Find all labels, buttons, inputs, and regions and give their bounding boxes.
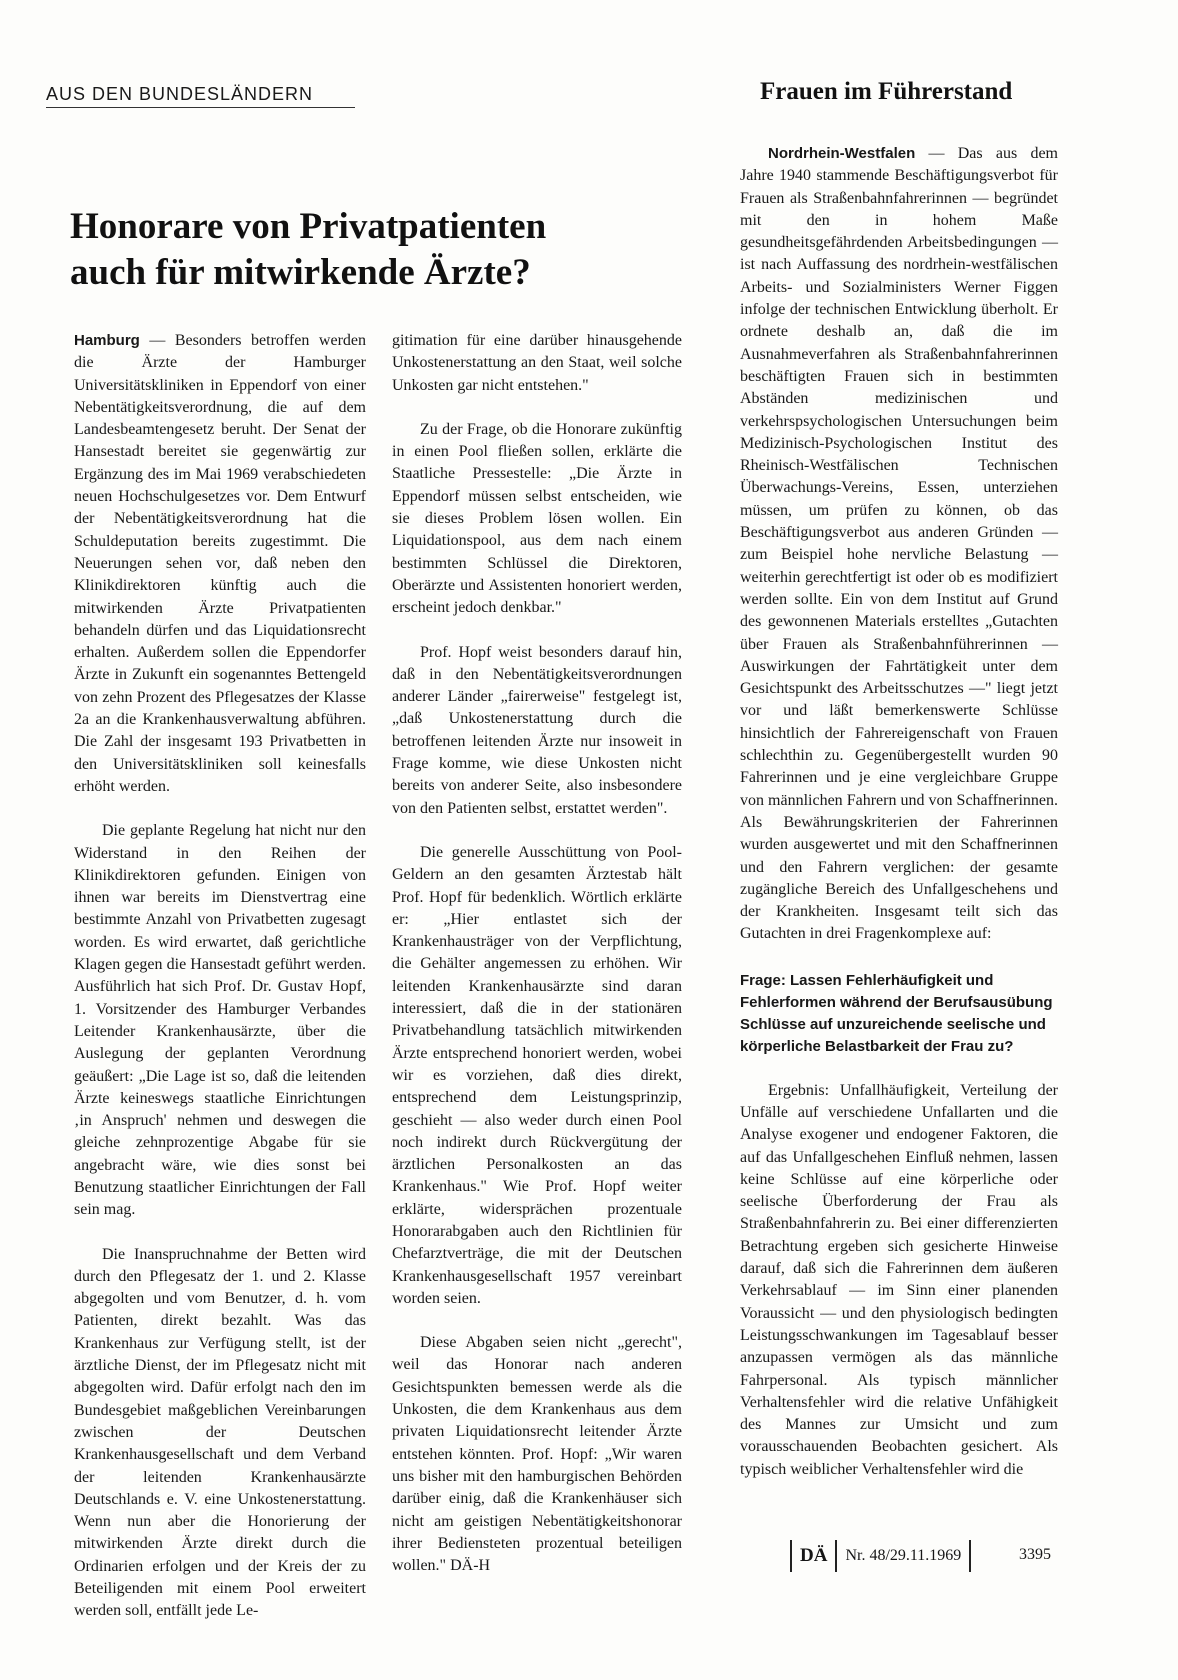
- section-header: AUS DEN BUNDESLÄNDERN: [46, 84, 314, 104]
- dateline: Nordrhein-Westfalen: [768, 145, 916, 162]
- paragraph: gitimation für eine darüber hinausgehende Unkostenerstattung an den Staat, weil solche Unkosten gar nicht entstehen.": [392, 332, 682, 394]
- journal-abbreviation: DÄ: [792, 1540, 837, 1572]
- paragraph-text: — Das aus dem Jahre 1940 stammende Beschäftigungsverbot für Frauen als Straßenbahnfahrerinnen — begründet mit den in hohem Maße gesundheitsgefährdenden Arbeitsbedingungen — ist nach Auffassung des nordrhein-westfälischen Arbeits- und Sozialministers Werner Figgen infolge der technischen Entwicklung überholt. Er ordnete deshalb an, daß die im Ausnahmeverfahren als Straßenbahnfahrerinnen beschäftigten Frauen sich in bestimmten Abständen medizinischen und verkehrspsychologischen Untersuchungen beim Medizinisch-Psychologischen Institut des Rheinisch-Westfälischen Technischen Überwachungs-Vereins, Essen, unterziehen müssen, um prüfen zu können, ob das Beschäftigungsverbot aus anderen Gründen — zum Beispiel hohe nervliche Belastung — weiterhin gerechtfertigt ist oder ob es modifiziert werden sollte. Ein von dem Institut auf Grund des gewonnenen Materials erstelltes „Gutachten über Frauen als Straßenbahnführerinnen — Auswirkungen der Fahrtätigkeit unter dem Gesichtspunkt des Arbeitsschutzes —" liegt jetzt vor und läßt bemerkenswerte Schlüsse hinsichtlich der Fahrereigenschaft von Frauen schlechthin zu. Gegenübergestellt wurden 90 Fahrerinnen und je eine vergleichbare Gruppe von männlichen Fahrern und von Schaffnerinnen. Als Bewährungskriterien der Fahrerinnen wurden ausgewertet und mit den Schaffnerinnen und den Fahrern verglichen: der gesamte zugängliche Bereich des Unfallgeschehens und der Krankheiten. Insgesamt teilt sich das Gutachten in drei Fragenkomplexe auf:: [740, 145, 1058, 943]
- article-column-1: [74, 330, 366, 1623]
- paragraph: [74, 330, 366, 798]
- headline-line-1: Honorare von Privatpatienten: [70, 206, 547, 247]
- paragraph: Die Inanspruchnahme der Betten wird durch den Pflegesatz der 1. und 2. Klasse abgegolten und vom Benutzer, d. h. vom Patienten, direkt bezahlt. Was das Krankenhaus zur Verfügung stellt, ist der ärztliche Dienst, der im Pflegesatz nicht mit abgegolten wird. Dafür erfolgt nach den im Bundesgebiet maßgeblichen Vereinbarungen zwischen der Deutschen Krankenhausgesellschaft und dem Verband der leitenden Krankenhausärzte Deutschlands e. V. eine Unkostenerstattung. Wenn nun aber die Honorierung der mitwirkenden Ärzte direkt durch die Ordinarien erfolgen und der Kreis der zu Beteiligenden mit einem Pool erweitert werden soll, entfällt jede Le-: [74, 1245, 366, 1620]
- issue-date: Nr. 48/29.11.1969: [845, 1547, 962, 1564]
- paragraph: Prof. Hopf weist besonders darauf hin, daß in den Nebentätigkeitsverordnungen anderer Länder „fairerweise" festgelegt ist, „daß Unkostenerstattung durch die betroffenen leitenden Ärzte nur insoweit in Frage komme, wie diese Unkosten nicht bereits von anderer Seite, also insbesondere von den Patienten selbst, erstattet werden".: [392, 643, 682, 817]
- article-column-2: [392, 330, 682, 1577]
- paragraph: Zu der Frage, ob die Honorare zukünftig in einen Pool fließen sollen, erklärte die Staatliche Pressestelle: „Die Ärzte in Eppendorf müssen selbst entscheiden, wie sie dieses Problem lösen wollen. Ein Liquidationspool, aus dem nach einem bestimmten Schlüssel die Direktoren, Oberärzte und Assistenten honoriert werden, erscheint jedoch denkbar.": [392, 420, 682, 617]
- question-heading: Frage: Lassen Fehlerhäufigkeit und Fehlerformen während der Berufsausübung Schlüsse auf unzureichende seelische und körperliche Belastbarkeit der Frau zu?: [740, 971, 1053, 1055]
- page-number: 3395: [1019, 1546, 1051, 1563]
- journal-footer: [790, 1540, 971, 1572]
- side-article-title: Frauen im Führerstand: [760, 78, 1013, 105]
- paragraph: Die generelle Ausschüttung von Pool-Geldern an den gesamten Ärztestab hält Prof. Hopf für bedenklich. Wörtlich erklärte er: „Hier entlastet sich der Krankenhausträger von der Verpflichtung, die Gehälter angemessen zu erhöhen. Wir leitenden Krankenhausärzte sind daran interessiert, daß die in der stationären Privatbehandlung tatsächlich mitwirkenden Ärzte entsprechend honoriert werden, wobei wir es vorziehen, daß dies direkt, entsprechend dem Leistungsprinzip, geschieht — also weder durch einen Pool noch indirekt durch Rückvergütung der ärztlichen Personalkosten an das Krankenhaus." Wie Prof. Hopf weiter erklärte, widersprächen prozentuale Honorarabgaben auch den Richtlinien für Chefarztverträge, die mit der Deutschen Krankenhausgesellschaft 1957 vereinbart worden seien.: [392, 843, 682, 1307]
- paragraph: Die geplante Regelung hat nicht nur den Widerstand in den Reihen der Klinikdirektoren gefunden. Einigen von ihnen war bereits im Dienstvertrag eine bestimmte Anzahl von Privatbetten zugesagt worden. Es wird erwartet, daß gerichtliche Klagen gegen die Hansestadt geführt werden. Ausführlich hat sich Prof. Dr. Gustav Hopf, 1. Vorsitzender des Hamburger Verbandes Leitender Krankenhausärzte, über die Auslegung der geplanten Verordnung geäußert: „Die Lage ist so, daß die leitenden Ärzte keineswegs staatliche Einrichtungen ‚in Anspruch' nehmen und deswegen die gleiche zehnprozentige Abgabe für sie angebracht wäre, wie dies sonst bei Benutzung staatlicher Einrichtungen der Fall sein mag.: [74, 822, 366, 1219]
- paragraph: Diese Abgaben seien nicht „gerecht", weil das Honorar nach anderen Gesichtspunkten bemessen werde als die Unkosten, die dem Krankenhaus aus dem privaten Liquidationsrecht leitender Ärzte entstehen könnten. Prof. Hopf: „Wir waren uns bisher mit den hamburgischen Behörden darüber einig, daß die Krankenhäuser sich nicht am geistigen Nebentätigkeitshonorar ihrer Bediensteten prozentual beteiligen wollen." DÄ-H: [392, 1334, 682, 1575]
- section-rule: [46, 107, 355, 108]
- article-column-3: [740, 143, 1058, 1481]
- paragraph: [740, 143, 1058, 946]
- paragraph-text: — Besonders betroffen werden die Ärzte der Hamburger Universitätskliniken in Eppendorf von einer Nebentätigkeitsverordnung, die auf dem Landesbeamtengesetz beruht. Der Senat der Hansestadt bereitet sie gegenwärtig zur Ergänzung des im Mai 1969 verabschiedeten neuen Hochschulgesetzes vor. Dem Entwurf der Nebentätigkeitsverordnung hat die Schuldeputation bereits zugestimmt. Die Neuerungen sehen vor, daß neben den Klinikdirektoren künftig auch die mitwirkenden Ärzte Privatpatienten behandeln dürfen und das Liquidationsrecht erhalten. Außerdem sollen die Eppendorfer Ärzte in Zukunft ein sogenanntes Bettengeld von zehn Prozent des Pflegesatzes der Klasse 2a an die Krankenhausverwaltung abführen. Die Zahl der insgesamt 193 Privatbetten in den Universitätskliniken soll keinesfalls erhöht werden.: [74, 332, 366, 795]
- dateline: Hamburg: [74, 332, 140, 349]
- paragraph: Ergebnis: Unfallhäufigkeit, Verteilung der Unfälle auf verschiedene Unfallarten und die Analyse exogener und endogener Faktoren, die auf das Unfallgeschehen Einfluß nehmen, lassen keine Schlüsse auf eine körperliche oder seelische Überforderung der Frau als Straßenbahnfahrerin zu. Bei einer differenzierten Betrachtung ergeben sich gesicherte Hinweise darauf, daß sich die Fahrerinnen dem äußeren Verkehrsablauf — im Sinn einer planenden Voraussicht — und den physiologisch bedingten Leistungsschwankungen im Tagesablauf besser anzupassen vermögen als das männliche Fahrpersonal. Als typisch männlicher Verhaltensfehler wird die relative Unfähigkeit des Mannes zur Umsicht und zum vorausschauenden Beobachten gesichert. Als typisch weiblicher Verhaltensfehler wird die: [740, 1081, 1058, 1478]
- main-headline: [70, 204, 670, 296]
- headline-line-2: auch für mitwirkende Ärzte?: [70, 252, 531, 293]
